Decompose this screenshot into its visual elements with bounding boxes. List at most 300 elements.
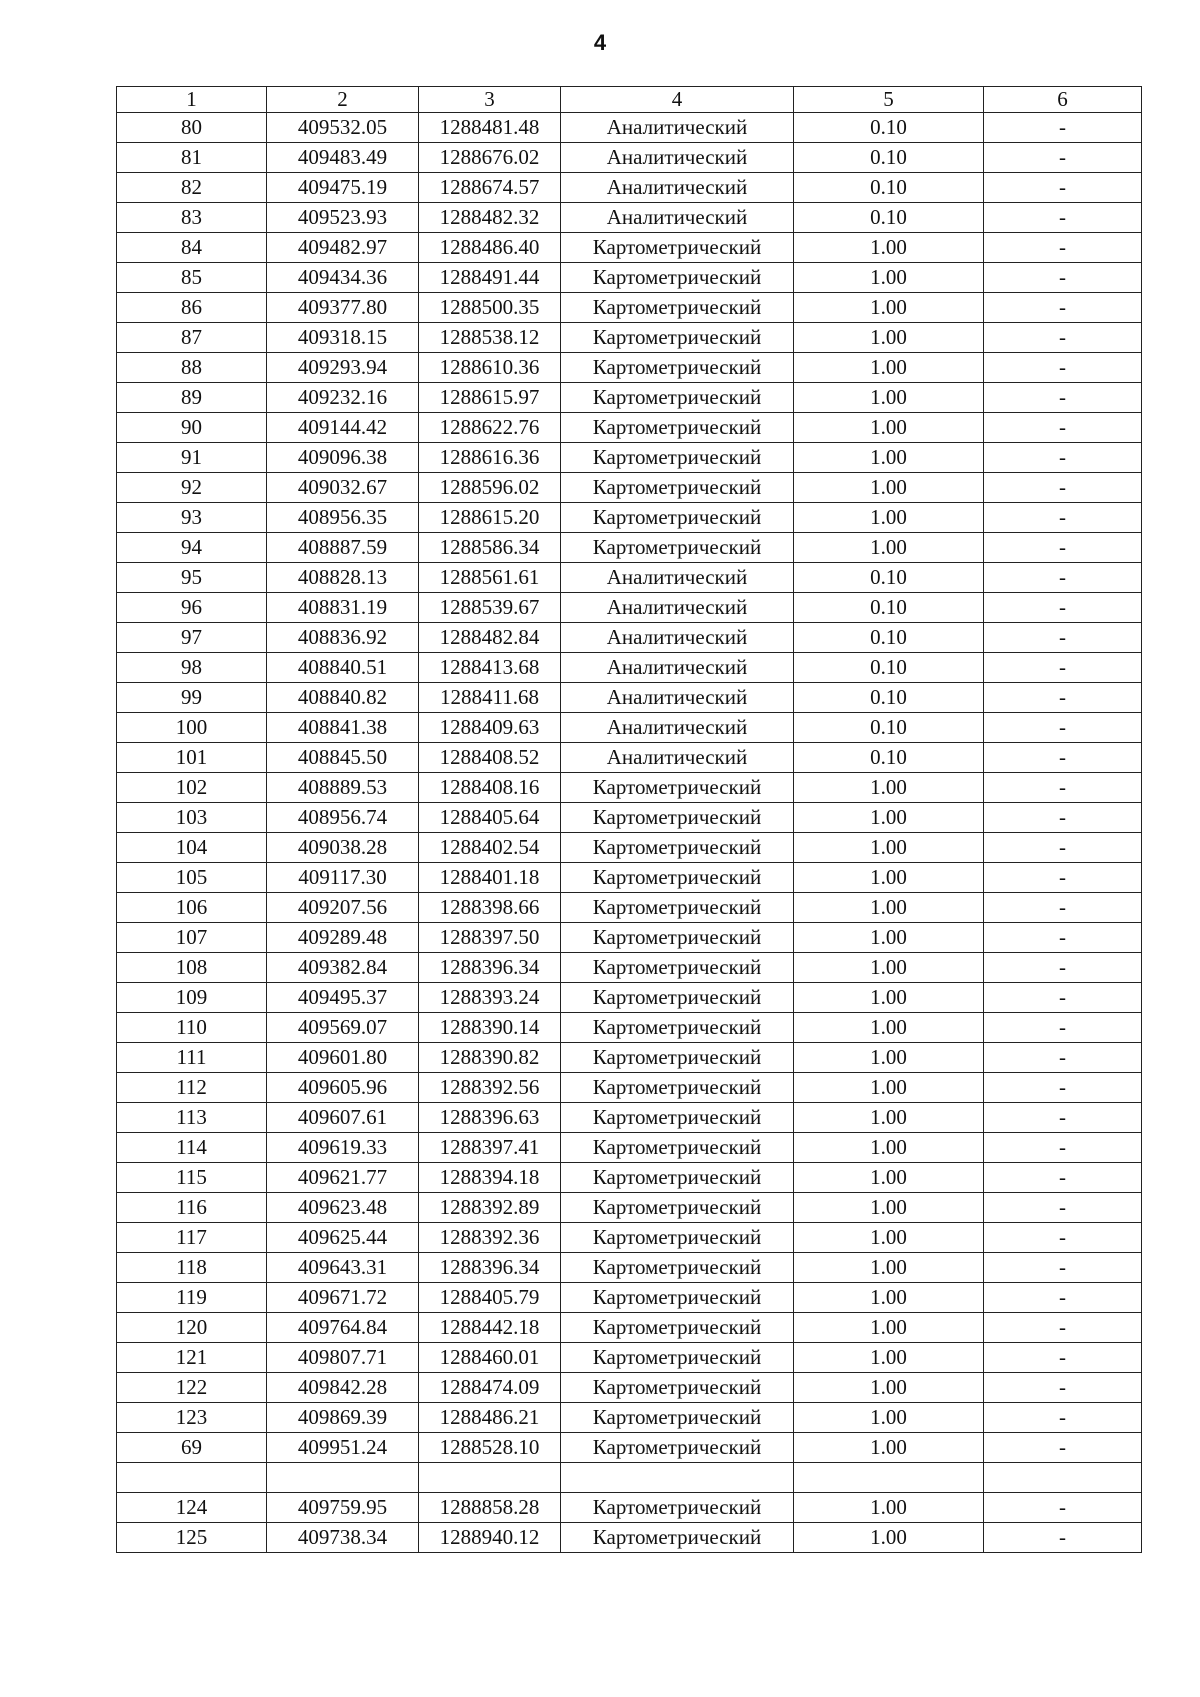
method-cell: Аналитический [561,593,794,623]
note-cell: - [984,293,1142,323]
x-coordinate-cell: 409621.77 [267,1163,419,1193]
note-cell: - [984,1523,1142,1553]
note-cell: - [984,143,1142,173]
accuracy-cell: 1.00 [794,1343,984,1373]
y-coordinate-cell: 1288397.41 [419,1133,561,1163]
x-coordinate-cell: 409625.44 [267,1223,419,1253]
point-number-cell: 94 [117,533,267,563]
method-cell: Картометрический [561,353,794,383]
x-coordinate-cell: 409482.97 [267,233,419,263]
method-cell: Картометрический [561,893,794,923]
method-cell: Картометрический [561,1493,794,1523]
note-cell: - [984,263,1142,293]
table-row [117,233,1142,263]
point-number-cell: 96 [117,593,267,623]
y-coordinate-cell: 1288615.97 [419,383,561,413]
accuracy-cell: 0.10 [794,563,984,593]
note-cell: - [984,953,1142,983]
accuracy-cell [794,1463,984,1493]
note-cell: - [984,773,1142,803]
note-cell: - [984,233,1142,263]
accuracy-cell: 1.00 [794,1253,984,1283]
note-cell: - [984,1013,1142,1043]
x-coordinate-cell: 409289.48 [267,923,419,953]
table-row [117,1253,1142,1283]
x-coordinate-cell: 409619.33 [267,1133,419,1163]
table-header-row [117,87,1142,113]
y-coordinate-cell: 1288622.76 [419,413,561,443]
accuracy-cell: 1.00 [794,833,984,863]
method-cell: Картометрический [561,1193,794,1223]
point-number-cell: 87 [117,323,267,353]
y-coordinate-cell: 1288392.36 [419,1223,561,1253]
method-cell: Аналитический [561,143,794,173]
table-row [117,1163,1142,1193]
y-coordinate-cell: 1288858.28 [419,1493,561,1523]
table-row [117,713,1142,743]
point-number-cell: 124 [117,1493,267,1523]
method-cell: Картометрический [561,263,794,293]
point-number-cell: 108 [117,953,267,983]
point-number-cell: 97 [117,623,267,653]
y-coordinate-cell: 1288394.18 [419,1163,561,1193]
x-coordinate-cell: 409495.37 [267,983,419,1013]
method-cell: Картометрический [561,953,794,983]
method-cell: Аналитический [561,683,794,713]
point-number-cell: 125 [117,1523,267,1553]
table-row [117,1373,1142,1403]
table-row [117,383,1142,413]
note-cell: - [984,743,1142,773]
point-number-cell: 117 [117,1223,267,1253]
y-coordinate-cell: 1288390.82 [419,1043,561,1073]
table-row [117,1433,1142,1463]
point-number-cell: 112 [117,1073,267,1103]
y-coordinate-cell: 1288676.02 [419,143,561,173]
table-row [117,1463,1142,1493]
accuracy-cell: 0.10 [794,203,984,233]
table-row [117,623,1142,653]
accuracy-cell: 1.00 [794,413,984,443]
note-cell: - [984,1193,1142,1223]
x-coordinate-cell: 409144.42 [267,413,419,443]
x-coordinate-cell: 409117.30 [267,863,419,893]
method-cell: Картометрический [561,473,794,503]
column-header-6: 6 [984,87,1142,113]
point-number-cell: 83 [117,203,267,233]
point-number-cell: 109 [117,983,267,1013]
y-coordinate-cell: 1288442.18 [419,1313,561,1343]
y-coordinate-cell: 1288616.36 [419,443,561,473]
note-cell: - [984,1163,1142,1193]
point-number-cell: 120 [117,1313,267,1343]
note-cell: - [984,863,1142,893]
table-row [117,1073,1142,1103]
method-cell: Картометрический [561,1223,794,1253]
note-cell: - [984,1283,1142,1313]
column-header-3: 3 [419,87,561,113]
point-number-cell: 80 [117,113,267,143]
note-cell: - [984,1403,1142,1433]
method-cell: Картометрический [561,1103,794,1133]
note-cell: - [984,563,1142,593]
method-cell: Картометрический [561,803,794,833]
y-coordinate-cell: 1288408.16 [419,773,561,803]
x-coordinate-cell: 409842.28 [267,1373,419,1403]
note-cell: - [984,413,1142,443]
accuracy-cell: 1.00 [794,383,984,413]
x-coordinate-cell: 408956.74 [267,803,419,833]
note-cell: - [984,1103,1142,1133]
method-cell: Картометрический [561,1283,794,1313]
table-row [117,413,1142,443]
accuracy-cell: 1.00 [794,1403,984,1433]
table-row [117,833,1142,863]
table-row [117,653,1142,683]
method-cell: Аналитический [561,623,794,653]
note-cell: - [984,923,1142,953]
x-coordinate-cell: 408831.19 [267,593,419,623]
table-row [117,1283,1142,1313]
x-coordinate-cell: 409377.80 [267,293,419,323]
method-cell: Аналитический [561,173,794,203]
point-number-cell: 93 [117,503,267,533]
y-coordinate-cell: 1288402.54 [419,833,561,863]
accuracy-cell: 1.00 [794,1043,984,1073]
note-cell: - [984,1073,1142,1103]
y-coordinate-cell: 1288401.18 [419,863,561,893]
y-coordinate-cell: 1288482.84 [419,623,561,653]
accuracy-cell: 1.00 [794,293,984,323]
table-row [117,1493,1142,1523]
point-number-cell: 106 [117,893,267,923]
note-cell: - [984,1433,1142,1463]
accuracy-cell: 1.00 [794,323,984,353]
method-cell: Картометрический [561,293,794,323]
accuracy-cell: 1.00 [794,1313,984,1343]
method-cell: Аналитический [561,743,794,773]
table-row [117,533,1142,563]
table-row [117,1013,1142,1043]
table-row [117,1103,1142,1133]
method-cell: Картометрический [561,1013,794,1043]
note-cell: - [984,803,1142,833]
method-cell: Аналитический [561,113,794,143]
x-coordinate-cell: 409038.28 [267,833,419,863]
table-body [117,87,1142,1553]
table-row [117,1523,1142,1553]
table-row [117,203,1142,233]
accuracy-cell: 1.00 [794,1193,984,1223]
point-number-cell: 89 [117,383,267,413]
point-number-cell: 86 [117,293,267,323]
x-coordinate-cell: 409605.96 [267,1073,419,1103]
method-cell: Аналитический [561,563,794,593]
point-number-cell: 122 [117,1373,267,1403]
point-number-cell: 119 [117,1283,267,1313]
table-row [117,323,1142,353]
table-row [117,563,1142,593]
x-coordinate-cell: 409601.80 [267,1043,419,1073]
table-row [117,1043,1142,1073]
table-row [117,143,1142,173]
table-row [117,1403,1142,1433]
y-coordinate-cell: 1288396.34 [419,953,561,983]
accuracy-cell: 1.00 [794,803,984,833]
x-coordinate-cell: 409232.16 [267,383,419,413]
y-coordinate-cell: 1288561.61 [419,563,561,593]
x-coordinate-cell: 409382.84 [267,953,419,983]
table-row [117,743,1142,773]
x-coordinate-cell: 409523.93 [267,203,419,233]
x-coordinate-cell: 409759.95 [267,1493,419,1523]
y-coordinate-cell: 1288615.20 [419,503,561,533]
note-cell: - [984,503,1142,533]
y-coordinate-cell: 1288940.12 [419,1523,561,1553]
y-coordinate-cell: 1288408.52 [419,743,561,773]
accuracy-cell: 0.10 [794,653,984,683]
note-cell: - [984,473,1142,503]
note-cell: - [984,1043,1142,1073]
method-cell: Аналитический [561,713,794,743]
note-cell: - [984,893,1142,923]
point-number-cell: 91 [117,443,267,473]
x-coordinate-cell: 409607.61 [267,1103,419,1133]
table-row [117,1313,1142,1343]
accuracy-cell: 1.00 [794,1433,984,1463]
point-number-cell: 123 [117,1403,267,1433]
point-number-cell: 92 [117,473,267,503]
accuracy-cell: 0.10 [794,593,984,623]
accuracy-cell: 1.00 [794,1013,984,1043]
y-coordinate-cell: 1288474.09 [419,1373,561,1403]
note-cell [984,1463,1142,1493]
accuracy-cell: 1.00 [794,473,984,503]
table-row [117,1193,1142,1223]
x-coordinate-cell: 409293.94 [267,353,419,383]
method-cell: Аналитический [561,653,794,683]
y-coordinate-cell: 1288396.34 [419,1253,561,1283]
accuracy-cell: 1.00 [794,923,984,953]
accuracy-cell: 0.10 [794,173,984,203]
accuracy-cell: 1.00 [794,1103,984,1133]
accuracy-cell: 1.00 [794,1133,984,1163]
method-cell: Аналитический [561,203,794,233]
x-coordinate-cell: 409207.56 [267,893,419,923]
accuracy-cell: 1.00 [794,893,984,923]
y-coordinate-cell: 1288486.21 [419,1403,561,1433]
x-coordinate-cell: 409483.49 [267,143,419,173]
coordinates-table [116,86,1142,1553]
x-coordinate-cell: 409032.67 [267,473,419,503]
x-coordinate-cell: 408828.13 [267,563,419,593]
y-coordinate-cell: 1288481.48 [419,113,561,143]
point-number-cell: 114 [117,1133,267,1163]
point-number-cell: 115 [117,1163,267,1193]
point-number-cell: 107 [117,923,267,953]
column-header-4: 4 [561,87,794,113]
note-cell: - [984,1133,1142,1163]
y-coordinate-cell: 1288398.66 [419,893,561,923]
note-cell: - [984,983,1142,1013]
table-row [117,473,1142,503]
method-cell: Картометрический [561,1373,794,1403]
table-row [117,893,1142,923]
y-coordinate-cell: 1288393.24 [419,983,561,1013]
table-row [117,443,1142,473]
table-row [117,293,1142,323]
method-cell: Картометрический [561,833,794,863]
accuracy-cell: 1.00 [794,263,984,293]
x-coordinate-cell: 409869.39 [267,1403,419,1433]
x-coordinate-cell: 409738.34 [267,1523,419,1553]
accuracy-cell: 1.00 [794,953,984,983]
x-coordinate-cell: 409569.07 [267,1013,419,1043]
x-coordinate-cell: 409764.84 [267,1313,419,1343]
accuracy-cell: 1.00 [794,983,984,1013]
note-cell: - [984,203,1142,233]
x-coordinate-cell: 408887.59 [267,533,419,563]
accuracy-cell: 1.00 [794,773,984,803]
accuracy-cell: 0.10 [794,113,984,143]
accuracy-cell: 1.00 [794,1493,984,1523]
x-coordinate-cell: 409671.72 [267,1283,419,1313]
y-coordinate-cell: 1288392.89 [419,1193,561,1223]
x-coordinate-cell: 409623.48 [267,1193,419,1223]
x-coordinate-cell: 409643.31 [267,1253,419,1283]
note-cell: - [984,1373,1142,1403]
accuracy-cell: 1.00 [794,233,984,263]
x-coordinate-cell: 409475.19 [267,173,419,203]
method-cell: Картометрический [561,1403,794,1433]
method-cell: Картометрический [561,383,794,413]
point-number-cell: 100 [117,713,267,743]
accuracy-cell: 1.00 [794,503,984,533]
note-cell: - [984,173,1142,203]
table-row [117,263,1142,293]
y-coordinate-cell: 1288500.35 [419,293,561,323]
x-coordinate-cell: 408836.92 [267,623,419,653]
method-cell: Картометрический [561,1313,794,1343]
point-number-cell: 102 [117,773,267,803]
method-cell: Картометрический [561,1043,794,1073]
x-coordinate-cell: 409096.38 [267,443,419,473]
note-cell: - [984,1493,1142,1523]
point-number-cell: 90 [117,413,267,443]
x-coordinate-cell: 408840.51 [267,653,419,683]
note-cell: - [984,533,1142,563]
accuracy-cell: 1.00 [794,1163,984,1193]
note-cell: - [984,713,1142,743]
table-row [117,593,1142,623]
method-cell: Картометрический [561,443,794,473]
table-row [117,113,1142,143]
note-cell: - [984,623,1142,653]
table-row [117,173,1142,203]
point-number-cell: 121 [117,1343,267,1373]
point-number-cell: 104 [117,833,267,863]
table-row [117,1343,1142,1373]
y-coordinate-cell: 1288586.34 [419,533,561,563]
method-cell: Картометрический [561,863,794,893]
y-coordinate-cell: 1288596.02 [419,473,561,503]
method-cell: Картометрический [561,1133,794,1163]
y-coordinate-cell: 1288610.36 [419,353,561,383]
y-coordinate-cell: 1288491.44 [419,263,561,293]
accuracy-cell: 1.00 [794,1523,984,1553]
note-cell: - [984,113,1142,143]
accuracy-cell: 0.10 [794,743,984,773]
table-row [117,683,1142,713]
table-row [117,803,1142,833]
note-cell: - [984,833,1142,863]
x-coordinate-cell: 408840.82 [267,683,419,713]
point-number-cell: 69 [117,1433,267,1463]
x-coordinate-cell: 408889.53 [267,773,419,803]
note-cell: - [984,1253,1142,1283]
point-number-cell: 118 [117,1253,267,1283]
y-coordinate-cell: 1288528.10 [419,1433,561,1463]
method-cell: Картометрический [561,233,794,263]
accuracy-cell: 1.00 [794,533,984,563]
method-cell: Картометрический [561,923,794,953]
method-cell: Картометрический [561,1163,794,1193]
y-coordinate-cell: 1288390.14 [419,1013,561,1043]
x-coordinate-cell: 408841.38 [267,713,419,743]
note-cell: - [984,1343,1142,1373]
point-number-cell: 111 [117,1043,267,1073]
y-coordinate-cell: 1288405.64 [419,803,561,833]
point-number-cell: 101 [117,743,267,773]
table-row [117,353,1142,383]
method-cell: Картометрический [561,1253,794,1283]
y-coordinate-cell: 1288392.56 [419,1073,561,1103]
accuracy-cell: 0.10 [794,713,984,743]
method-cell: Картометрический [561,1073,794,1103]
method-cell: Картометрический [561,503,794,533]
y-coordinate-cell: 1288413.68 [419,653,561,683]
point-number-cell: 85 [117,263,267,293]
accuracy-cell: 1.00 [794,1283,984,1313]
point-number-cell: 116 [117,1193,267,1223]
point-number-cell: 81 [117,143,267,173]
note-cell: - [984,1223,1142,1253]
x-coordinate-cell: 409318.15 [267,323,419,353]
x-coordinate-cell [267,1463,419,1493]
column-header-1: 1 [117,87,267,113]
point-number-cell: 105 [117,863,267,893]
method-cell: Картометрический [561,1343,794,1373]
column-header-5: 5 [794,87,984,113]
accuracy-cell: 0.10 [794,683,984,713]
y-coordinate-cell: 1288396.63 [419,1103,561,1133]
note-cell: - [984,383,1142,413]
method-cell: Картометрический [561,533,794,563]
table-row [117,1133,1142,1163]
point-number-cell [117,1463,267,1493]
note-cell: - [984,593,1142,623]
method-cell: Картометрический [561,1523,794,1553]
note-cell: - [984,683,1142,713]
point-number-cell: 103 [117,803,267,833]
method-cell [561,1463,794,1493]
point-number-cell: 84 [117,233,267,263]
y-coordinate-cell [419,1463,561,1493]
x-coordinate-cell: 408956.35 [267,503,419,533]
accuracy-cell: 1.00 [794,1073,984,1103]
y-coordinate-cell: 1288411.68 [419,683,561,713]
table-row [117,983,1142,1013]
